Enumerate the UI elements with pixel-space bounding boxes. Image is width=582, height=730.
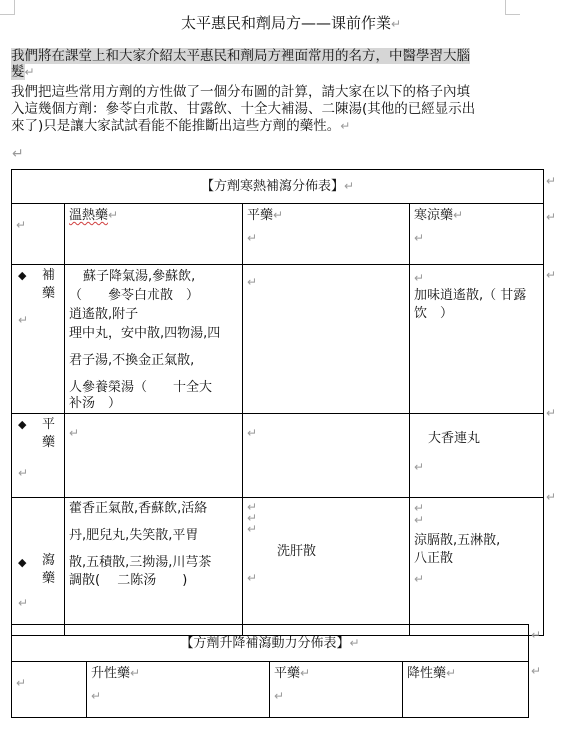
cold-hot-table — [11, 169, 544, 636]
table2-corner-cell — [12, 662, 87, 718]
paragraph-mark: ↵ — [546, 268, 557, 282]
xie-neutral-text: 洗肝散 — [277, 544, 317, 559]
paragraph-mark: ↵ — [343, 179, 355, 193]
row-ping-label-1: 平 — [42, 417, 56, 432]
row-xie-neutral-cell — [243, 498, 410, 636]
table1-header-warm: 溫熱藥↵ — [65, 204, 243, 265]
table1-corner-cell — [12, 204, 65, 265]
empty-paragraph-mark: ↵ — [12, 146, 24, 162]
paragraph-mark: ↵ — [24, 65, 35, 79]
paragraph-mark: ↵ — [18, 466, 29, 480]
table1-caption-cell — [12, 170, 544, 204]
intro-line-1b: 髮↵ — [11, 64, 35, 80]
paragraph-mark: ↵ — [414, 231, 425, 245]
paragraph-mark: ↵ — [349, 635, 360, 650]
document-title: 太平惠民和劑局方——课前作業↵ — [180, 14, 402, 32]
row-xie-label-1: 瀉 — [42, 553, 56, 568]
paragraph-mark: ↵ — [247, 231, 258, 245]
row-ping-label-cell — [12, 414, 65, 498]
xie-cold-line-1: 涼膈散,五淋散, — [414, 533, 501, 548]
table2-caption: 【方劑升降補瀉動力分佈表】 — [180, 635, 350, 651]
row-xie-label-cell — [12, 498, 65, 636]
paragraph-mark: ↵ — [546, 406, 557, 420]
bu-warm-line-2: （ 參苓白朮散 ） — [69, 288, 200, 303]
bu-cold-line-1: 加味逍遙散,（ 甘露 — [414, 288, 527, 303]
row-bu-cold-cell — [410, 265, 544, 414]
row-ping-warm-cell — [65, 414, 243, 498]
bullet-diamond: ◆ — [18, 269, 27, 282]
xie-warm-line-4: 調散( 二陈汤 ) — [69, 573, 188, 588]
row-ping-cold-cell — [410, 414, 544, 498]
paragraph-mark: ↵ — [108, 208, 119, 222]
paragraph-mark: ↵ — [91, 689, 102, 703]
bu-warm-line-3: 逍遙散,附子 — [69, 307, 139, 322]
paragraph-mark: ↵ — [18, 596, 29, 610]
up-down-table — [11, 624, 529, 718]
bu-warm-line-1: 蘇子降氣湯,參蘇飲, — [83, 269, 196, 284]
row-ping-neutral-cell — [243, 414, 410, 498]
table1-caption: 【方劑寒熱補瀉分佈表】 — [200, 179, 344, 194]
paragraph-mark: ↵ — [247, 275, 258, 289]
ping-cold-text: 大香連丸 — [428, 431, 481, 446]
bu-warm-line-7: 补汤 ） — [69, 396, 122, 411]
row-xie-cold-cell — [410, 498, 544, 636]
paragraph-mark: ↵ — [16, 218, 27, 232]
row-bu-label-1: 補 — [42, 268, 56, 283]
table2-header-neutral: 平藥↵ ↵ — [270, 662, 403, 718]
paragraph-mark: ↵ — [69, 426, 80, 440]
paragraph-mark: ↵ — [130, 666, 141, 680]
paragraph-mark: ↵ — [546, 210, 557, 224]
paragraph-mark: ↵ — [300, 666, 311, 680]
xie-warm-line-3: 散,五積散,三拗湯,川芎茶 — [69, 555, 212, 570]
xie-warm-line-2: 丹,肥兒丸,失笑散,平胃 — [69, 528, 199, 543]
bullet-diamond: ◆ — [18, 556, 27, 569]
paragraph-mark: ↵ — [273, 208, 284, 222]
paragraph-mark: ↵ — [247, 511, 258, 525]
table2-header-up: 升性藥↵ ↵ — [87, 662, 270, 718]
paragraph-mark: ↵ — [414, 501, 425, 515]
row-bu-warm-cell — [65, 265, 243, 414]
paragraph-mark: ↵ — [18, 313, 29, 327]
paragraph-mark: ↵ — [247, 500, 258, 514]
row-xie-label-2: 藥 — [42, 571, 56, 586]
row-bu-neutral-cell — [243, 265, 410, 414]
xie-warm-line-1: 藿香正氣散,香蘇飲,活絡 — [69, 501, 208, 516]
paragraph-mark: ↵ — [414, 271, 425, 285]
paragraph-mark: ↵ — [414, 513, 425, 527]
intro-line-1: 我們將在課堂上和大家介紹太平惠民和劑局方裡面常用的名方，中醫學習大腦 — [11, 48, 470, 64]
table2-caption-cell — [12, 625, 529, 662]
paragraph-mark: ↵ — [16, 676, 27, 690]
paragraph-mark: ↵ — [247, 522, 258, 536]
table1-header-cold: 寒涼藥↵ ↵ — [410, 204, 544, 265]
paragraph-mark: ↵ — [274, 689, 285, 703]
paragraph-mark: ↵ — [446, 666, 457, 680]
row-ping-label-2: 藥 — [42, 435, 56, 450]
intro-line-3: 入這幾個方劑：參苓白朮散、甘露飲、十全大補湯、二陳湯(其他的已經显示出 — [11, 101, 476, 117]
bu-warm-line-4: 理中丸，安中散,四物湯,四 — [69, 326, 221, 341]
paragraph-mark: ↵ — [414, 460, 425, 474]
paragraph-mark: ↵ — [546, 490, 557, 504]
row-xie-warm-cell — [65, 498, 243, 636]
bullet-diamond: ◆ — [18, 418, 27, 431]
paragraph-mark: ↵ — [453, 208, 464, 222]
row-bu-label-2: 藥 — [42, 286, 56, 301]
row-bu-label-cell — [12, 265, 65, 414]
paragraph-mark: ↵ — [546, 174, 557, 188]
bu-warm-line-5: 君子湯,不換金正氣散, — [69, 353, 195, 368]
paragraph-mark: ↵ — [531, 664, 542, 678]
paragraph-mark: ↵ — [531, 628, 542, 642]
paragraph-mark: ↵ — [414, 572, 425, 586]
paragraph-mark: ↵ — [247, 571, 258, 585]
intro-line-4: 來了)只是讓大家試試看能不能推斷出這些方劑的藥性。↵ — [11, 118, 351, 134]
paragraph-mark: ↵ — [390, 17, 402, 31]
bu-cold-line-2: 饮 ） — [414, 306, 454, 321]
table1-header-neutral: 平藥↵ ↵ — [243, 204, 410, 265]
paragraph-mark: ↵ — [340, 119, 351, 133]
bu-warm-line-6: 人參養榮湯（ 十全大 — [69, 380, 213, 395]
table2-header-down: 降性藥↵ — [403, 662, 529, 718]
paragraph-mark: ↵ — [247, 426, 258, 440]
intro-line-2: 我們把這些常用方劑的方性做了一個分布圖的計算，請大家在以下的格子內填 — [11, 84, 470, 100]
xie-cold-line-2: 八正散 — [414, 551, 454, 566]
